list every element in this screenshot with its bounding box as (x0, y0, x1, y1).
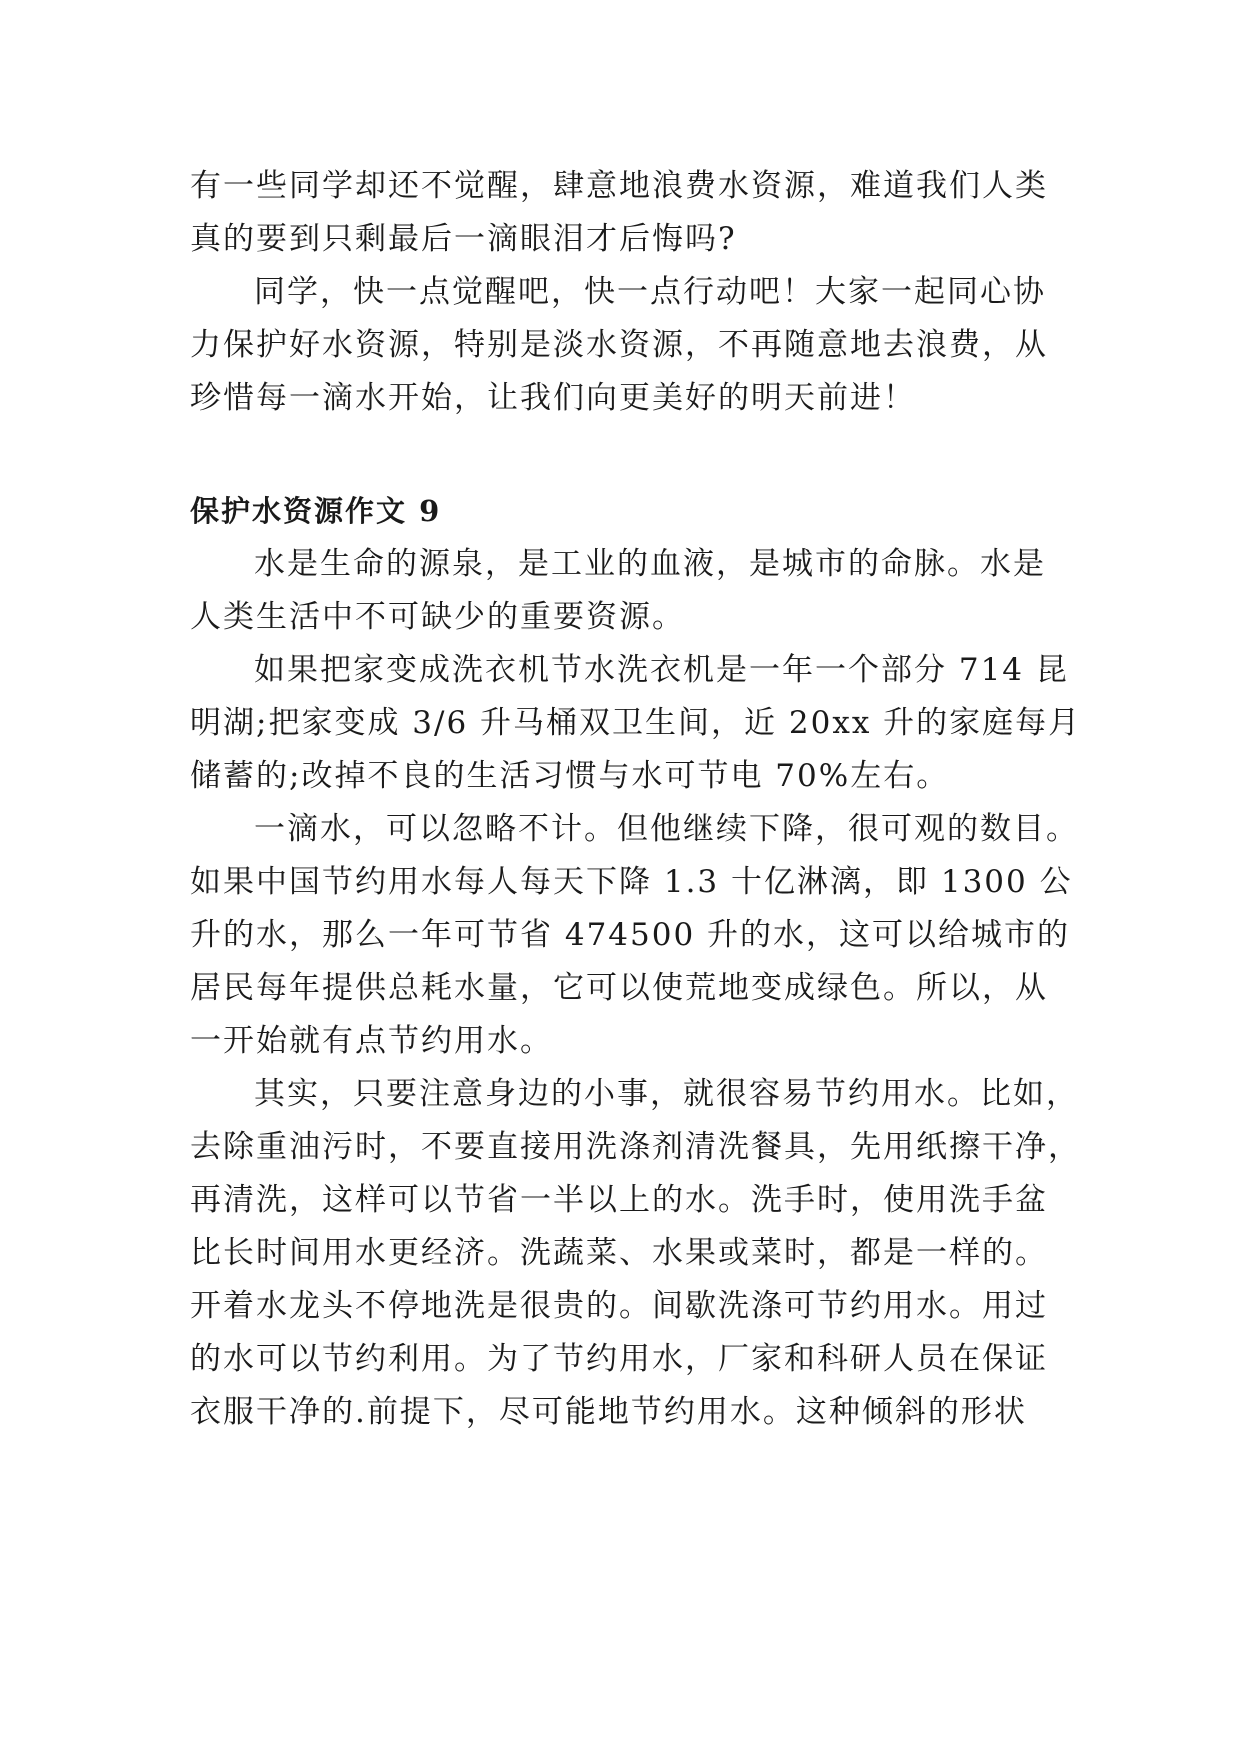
text-line: 储蓄的;改掉不良的生活习惯与水可节电 70%左右。 (190, 758, 950, 794)
text-line: 真的要到只剩最后一滴眼泪才后悔吗? (190, 221, 737, 257)
text-line: 珍惜每一滴水开始，让我们向更美好的明天前进！ (190, 380, 916, 416)
text-line: 升的水，那么一年可节省 474500 升的水，这可以给城市的 (190, 917, 1071, 953)
text-line: 力保护好水资源，特别是淡水资源，不再随意地去浪费，从 (190, 327, 1048, 363)
text-line: 水是生命的源泉，是工业的血液，是城市的命脉。水是 (254, 546, 1046, 582)
text-line: 同学，快一点觉醒吧，快一点行动吧！大家一起同心协 (254, 274, 1046, 310)
text-line: 明湖;把家变成 3/6 升马桶双卫生间，近 20xx 升的家庭每月 (190, 705, 1082, 741)
paragraph-4 (190, 644, 1082, 803)
text-line: 如果把家变成洗衣机节水洗衣机是一年一个部分 714 昆 (254, 652, 1069, 688)
text-line: 开着水龙头不停地洗是很贵的。间歇洗涤可节约用水。用过 (190, 1288, 1048, 1324)
text-line: 居民每年提供总耗水量，它可以使荒地变成绿色。所以，从 (190, 970, 1048, 1006)
text-line: 去除重油污时，不要直接用洗涤剂清洗餐具，先用纸擦干净， (190, 1129, 1081, 1165)
text-line: 一滴水，可以忽略不计。但他继续下降，很可观的数目。 (254, 811, 1079, 847)
text-line: 的水可以节约利用。为了节约用水，厂家和科研人员在保证 (190, 1341, 1048, 1377)
section-heading: 保护水资源作文 9 (190, 494, 442, 528)
document-page (190, 160, 1082, 1439)
text-line: 其实，只要注意身边的小事，就很容易节约用水。比如， (254, 1076, 1079, 1112)
paragraph-5 (190, 803, 1079, 1068)
text-line: 人类生活中不可缺少的重要资源。 (190, 599, 685, 635)
text-line: 有一些同学却还不觉醒，肆意地浪费水资源，难道我们人类 (190, 168, 1048, 204)
paragraph-3 (190, 538, 1070, 644)
paragraph-1 (190, 160, 1070, 266)
text-line: 再清洗，这样可以节省一半以上的水。洗手时，使用洗手盆 (190, 1182, 1048, 1218)
paragraph-2 (190, 266, 1070, 425)
paragraph-6 (190, 1068, 1081, 1439)
text-line: 一开始就有点节约用水。 (190, 1023, 553, 1059)
text-line: 如果中国节约用水每人每天下降 1.3 十亿淋漓，即 1300 公 (190, 864, 1073, 900)
section-gap (190, 425, 1070, 485)
text-line: 衣服干净的.前提下，尽可能地节约用水。这种倾斜的形状 (190, 1394, 1027, 1430)
text-line: 比长时间用水更经济。洗蔬菜、水果或菜时，都是一样的。 (190, 1235, 1048, 1271)
